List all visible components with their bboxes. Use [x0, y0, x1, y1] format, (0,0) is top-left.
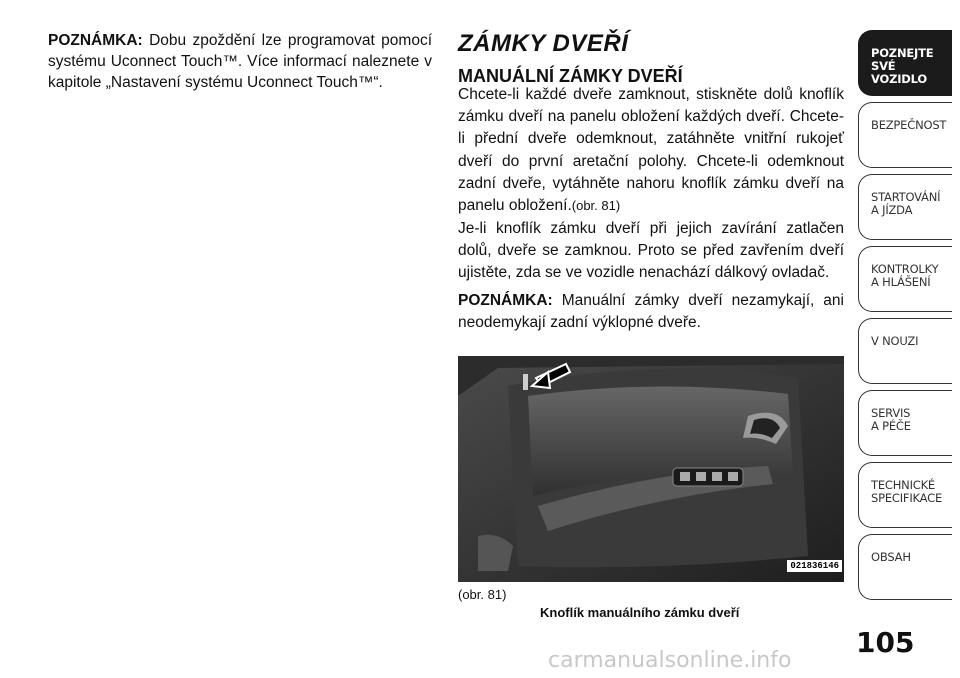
- figure-reference: (obr. 81): [571, 198, 621, 214]
- door-panel-photo: [458, 356, 844, 582]
- tab-label: STARTOVÁNÍ A JÍZDA: [871, 190, 941, 217]
- door-panel-illustration: [458, 356, 844, 582]
- tab-startovani-a-jizda[interactable]: [858, 174, 952, 240]
- tab-label: TECHNICKÉ SPECIFIKACE: [871, 478, 943, 505]
- left-note: [48, 30, 432, 93]
- tab-label: V NOUZI: [871, 334, 919, 348]
- note-text: Dobu zpoždění lze programovat pomocí systému Uconnect Touch™. Více informací naleznete v kapitole „Nastavení systému Uconnect Touch™“.: [48, 32, 432, 91]
- subsection-title: MANUÁLNÍ ZÁMKY DVEŘÍ: [458, 66, 683, 86]
- figure-code: 021836146: [787, 560, 842, 572]
- tab-label: OBSAH: [871, 550, 911, 564]
- paragraph-lock-warning: Je-li knoflík zámku dveří při jejich zavírání zatlačen dolů, dveře se zamknou. Proto se před zavřením dveří ujistěte, zda se ve vozidle nenachází dálkový ovladač.: [458, 220, 844, 282]
- paragraph-text: Chcete-li každé dveře zamknout, stiskněte dolů knoflík zámku dveří na panelu obložení každých dveří. Chcete-li přední dveře odemknout, zatáhněte vnitřní rukojeť dveří do první aretační polohy. Chcete-li odemknout zadní dveře, vytáhněte nahoru knoflík zámku dveří na panelu obložení.: [458, 86, 844, 215]
- figure-caption: Knoflík manuálního zámku dveří: [540, 605, 740, 620]
- paragraph-manual-locks: [458, 84, 844, 217]
- tab-label: SERVIS A PÉČE: [871, 406, 911, 433]
- tab-label: BEZPEČNOST: [871, 118, 947, 132]
- watermark: carmanualsonline.info: [548, 648, 792, 673]
- page-number: 105: [856, 626, 915, 659]
- tab-servis-a-pece[interactable]: [858, 390, 952, 456]
- tab-technicke-specifikace[interactable]: [858, 462, 952, 528]
- tab-obsah[interactable]: [858, 534, 952, 600]
- tab-v-nouzi[interactable]: [858, 318, 952, 384]
- note-paragraph: [458, 290, 844, 334]
- figure-ref: (obr. 81): [458, 587, 507, 602]
- chapter-tabs: [858, 30, 952, 630]
- note-label: POZNÁMKA:: [458, 292, 553, 309]
- section-title: ZÁMKY DVEŘÍ: [458, 30, 629, 57]
- tab-label: POZNEJTE SVÉ VOZIDLO: [871, 46, 934, 86]
- tab-poznejte-sve-vozidlo[interactable]: [858, 30, 952, 96]
- note-label: POZNÁMKA:: [48, 32, 143, 49]
- note-text: Manuální zámky dveří nezamykají, ani neodemykají zadní výklopné dveře.: [458, 292, 844, 332]
- tab-bezpecnost[interactable]: [858, 102, 952, 168]
- tab-label: KONTROLKY A HLÁŠENÍ: [871, 262, 939, 289]
- tab-kontrolky-a-hlaseni[interactable]: [858, 246, 952, 312]
